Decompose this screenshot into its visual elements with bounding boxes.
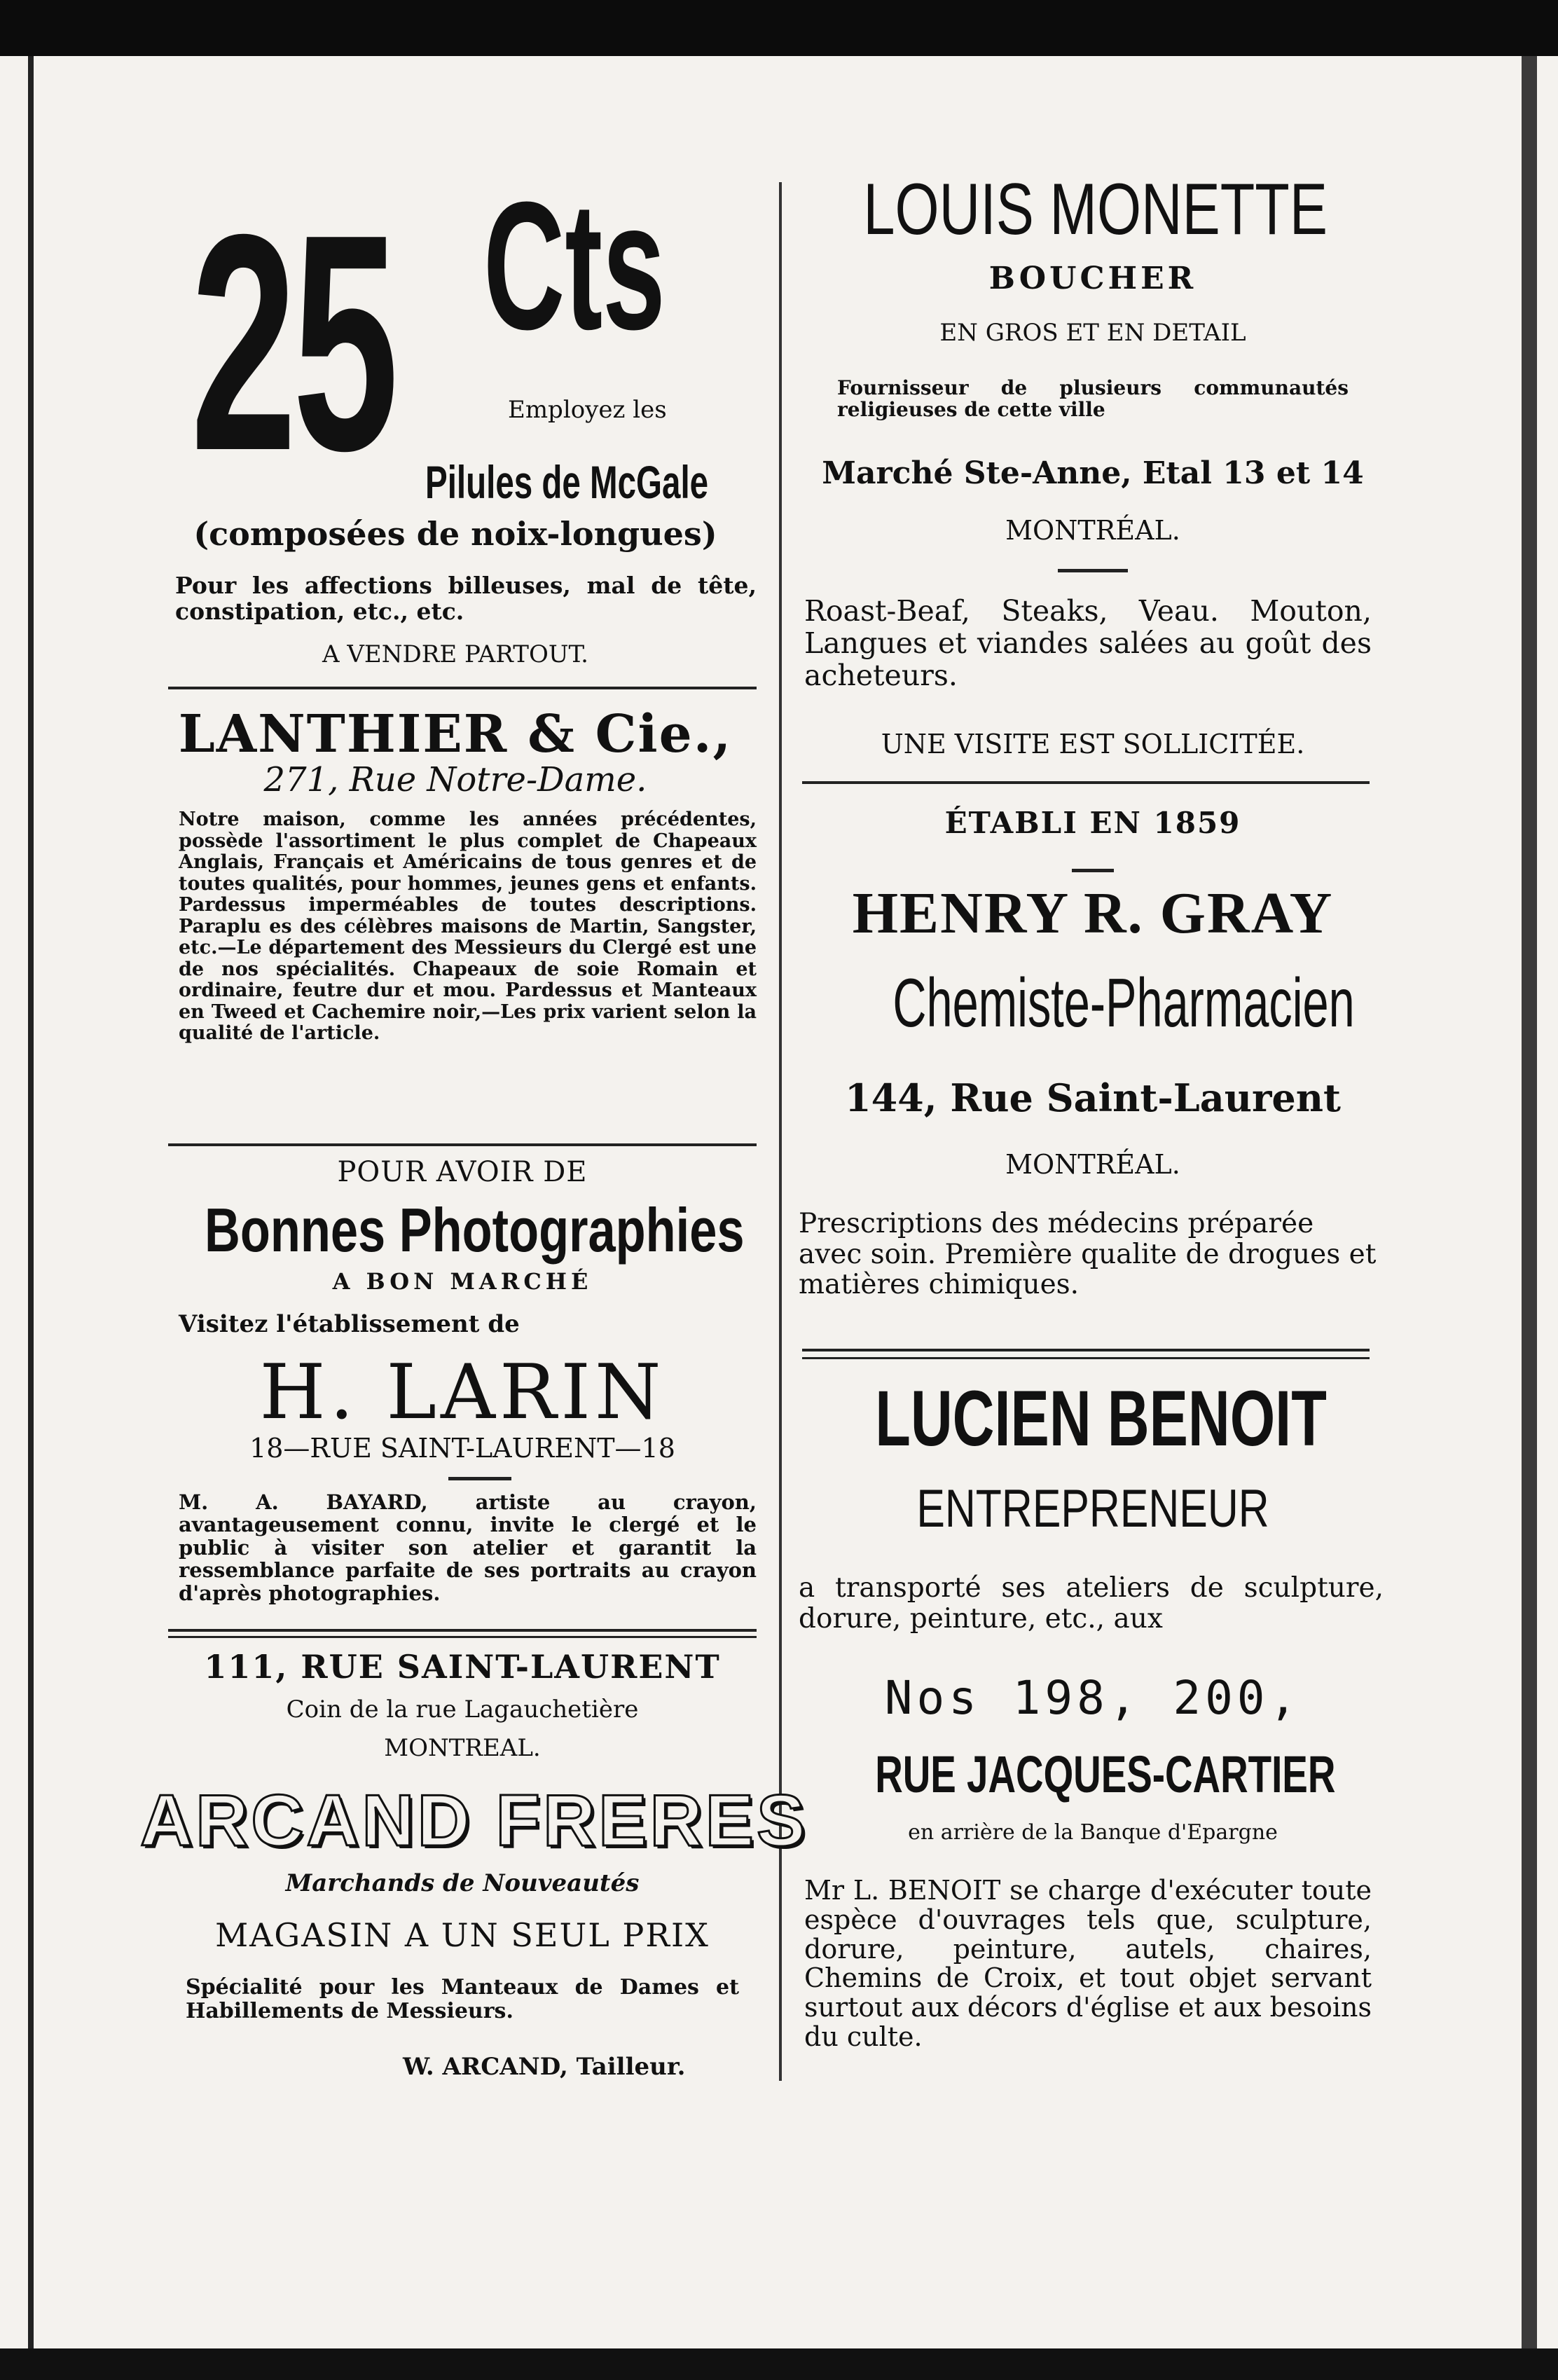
- monette-supplier: Fournisseur de plusieurs communautés religieuses de cette ville: [837, 376, 1349, 422]
- monette-name: LOUIS MONETTE: [863, 169, 1328, 250]
- larin-visit: Visitez l'établissement de: [179, 1310, 520, 1338]
- larin-body: M. A. BAYARD, artiste au crayon, avantageusement connu, invite le clergé et le public à visiter son atelier et garantit la ressemblance parfaite de ses portraits au crayon d'après photographies.: [179, 1490, 757, 1605]
- divider: [168, 1629, 757, 1632]
- lanthier-address: 271, Rue Notre-Dame.: [263, 760, 647, 799]
- monette-market: Marché Ste-Anne, Etal 13 et 14: [822, 455, 1364, 491]
- benoit-street: RUE JACQUES-CARTIER: [875, 1745, 1336, 1803]
- lanthier-name: LANTHIER & Cie.,: [178, 704, 733, 764]
- scan-border-right: [1522, 56, 1537, 2348]
- gray-name: HENRY R. GRAY: [852, 881, 1334, 946]
- product-subtitle: (composées de noix-longues): [193, 515, 717, 553]
- benoit-body: Mr L. BENOIT se charge d'exécuter toute espèce d'ouvrages tels que, sculpture, dorure, peinture, autels, chaires, Chemins de Croix, et tout objet servant surtout aux décors d'église et aux besoins du culte.: [804, 1875, 1372, 2052]
- arcand-store: MAGASIN A UN SEUL PRIX: [215, 1916, 710, 1954]
- product-description: Pour les affections billeuses, mal de tête, constipation, etc., etc.: [175, 572, 757, 625]
- arcand-corner: Coin de la rue Lagauchetière: [286, 1695, 639, 1724]
- sale-line: A VENDRE PARTOUT.: [322, 640, 588, 668]
- arcand-name: ARCAND FRERES: [140, 1780, 808, 1862]
- gray-city: MONTRÉAL.: [1005, 1149, 1180, 1180]
- price-unit: Cts: [483, 165, 666, 368]
- monette-products: Roast-Beaf, Steaks, Veau. Mouton, Langues et viandes salées au goût des acheteurs.: [804, 594, 1372, 692]
- larin-headline: Bonnes Photographies: [205, 1195, 745, 1265]
- arcand-address: 111, RUE SAINT-LAURENT: [204, 1648, 721, 1686]
- larin-name: H. LARIN: [259, 1349, 666, 1436]
- monette-scope: EN GROS ET EN DETAIL: [939, 319, 1246, 347]
- divider: [168, 687, 757, 689]
- arcand-signature: W. ARCAND, Tailleur.: [403, 2053, 686, 2081]
- benoit-location: en arrière de la Banque d'Epargne: [908, 1820, 1278, 1845]
- benoit-name: LUCIEN BENOIT: [875, 1375, 1327, 1462]
- gray-body: Prescriptions des médecins préparée avec soin. Première qualite de drogues et matières chimiques.: [799, 1208, 1377, 1301]
- short-rule: [1072, 869, 1114, 872]
- short-rule: [1058, 569, 1128, 572]
- larin-address: 18—RUE SAINT-LAURENT—18: [249, 1433, 675, 1464]
- gray-profession: Chemiste-Pharmacien: [892, 964, 1355, 1041]
- product-name: Pilules de McGale: [425, 456, 709, 508]
- price-number: 25: [191, 171, 395, 515]
- divider: [802, 1357, 1370, 1359]
- arcand-specialty: Spécialité pour les Manteaux de Dames et Habillements de Messieurs.: [186, 1975, 739, 2023]
- benoit-profession: ENTREPRENEUR: [916, 1479, 1269, 1539]
- divider: [802, 781, 1370, 784]
- larin-tagline: A BON MARCHÉ: [332, 1268, 593, 1295]
- employ-line: Employez les: [508, 396, 667, 424]
- gray-established: ÉTABLI EN 1859: [944, 806, 1241, 840]
- lanthier-body: Notre maison, comme les années précédentes, possède l'assortiment le plus complet de Chapeaux Anglais, Français et Américains de tous genres et de toutes qualités, pour hommes, jeunes gens et enfants. Pardessus imperméables de toutes descriptions. Paraplu es des célèbres maisons de Martin, Sangster, etc.—Le département des Messieurs du Clergé est une de nos spécialités. Chapeaux de soie Romain et ordinaire, feutre dur et mou. Pardessus et Manteaux en Tweed et Cachemire noir,—Les prix varient selon la qualité de l'article.: [179, 809, 757, 1044]
- scan-border-left: [28, 56, 34, 2348]
- divider: [168, 1636, 757, 1638]
- short-rule: [448, 1477, 511, 1480]
- scan-border-top: [0, 0, 1558, 56]
- divider: [168, 1143, 757, 1146]
- scan-border-bottom: [0, 2348, 1558, 2380]
- divider: [802, 1349, 1370, 1351]
- benoit-moved: a transporté ses ateliers de sculpture, dorure, peinture, etc., aux: [799, 1572, 1384, 1635]
- arcand-city: MONTREAL.: [384, 1734, 541, 1762]
- benoit-numbers: Nos 198, 200,: [884, 1671, 1302, 1725]
- monette-city: MONTRÉAL.: [1005, 515, 1180, 546]
- gray-address: 144, Rue Saint-Laurent: [845, 1075, 1341, 1120]
- larin-intro: POUR AVOIR DE: [337, 1156, 588, 1188]
- arcand-trade: Marchands de Nouveautés: [285, 1869, 640, 1897]
- monette-invite: UNE VISITE EST SOLLICITÉE.: [881, 729, 1305, 759]
- monette-trade: BOUCHER: [988, 261, 1197, 296]
